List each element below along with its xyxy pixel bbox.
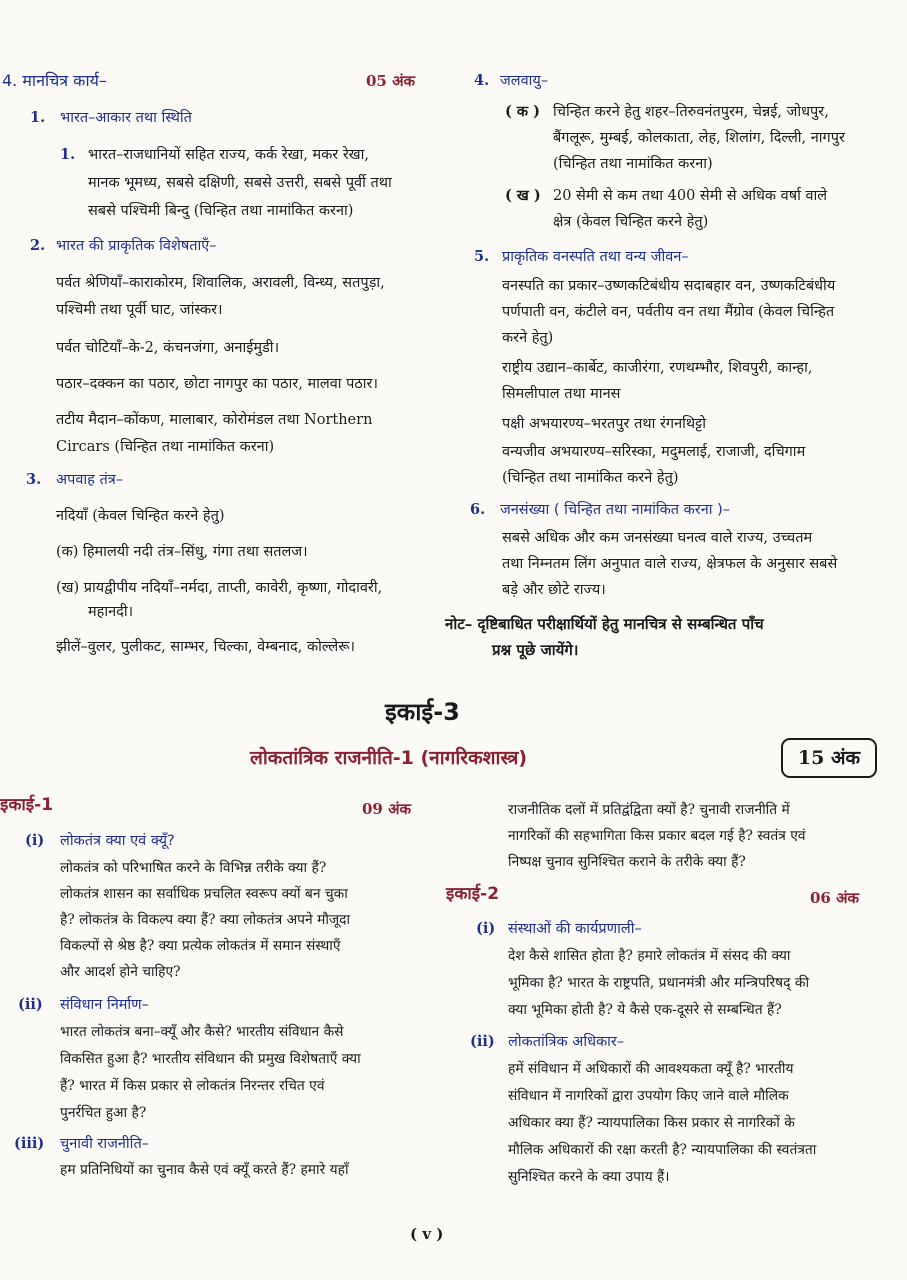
national-parks-line-1: राष्ट्रीय उद्यान–कार्बेट, काजीरंगा, रणथम्भौर, शिवपुरी, कान्हा, [502, 360, 813, 376]
unit-1-iii-title: चुनावी राजनीति– [60, 1136, 149, 1152]
subsection-4-num: 4. [474, 72, 490, 89]
unit-2-ii-line-1: हमें संविधान में अधिकारों की आवश्यकता क्यूँ है? भारतीय [508, 1061, 794, 1077]
lakes: झीलें–वुलर, पुलीकट, साम्भर, चिल्का, वेम्बनाद, कोल्लेरू। [56, 639, 355, 655]
climate-a-line-1: चिन्हित करने हेतु शहर–तिरुवनंतपुरम, चेन्नई, जोधपुर, [553, 104, 829, 120]
climate-a-line-3: (चिन्हित तथा नामांकित करना) [553, 156, 713, 172]
unit-1-title: इकाई-1 [0, 795, 54, 815]
note-line-1: नोट– दृष्टिबाधित परीक्षार्थियों हेतु मानचित्र से सम्बन्धित पाँच [445, 615, 764, 633]
climate-b-label: ( ख ) [505, 187, 541, 204]
unit-1-ii-line-2: विकसित हुआ है? भारतीय संविधान की प्रमुख विशेषताएँ क्या [60, 1051, 361, 1067]
unit-1-iii-line-1: हम प्रतिनिधियों का चुनाव कैसे एवं क्यूँ करते हैं? हमारे यहाँ [60, 1162, 349, 1178]
unit-1-ii-title: संविधान निर्माण– [60, 997, 149, 1013]
note-line-2: प्रश्न पूछे जायेंगे। [492, 641, 579, 659]
rivers-himalayan: (क) हिमालयी नदी तंत्र–सिंधु, गंगा तथा सतलज। [56, 544, 308, 560]
unit-1-iii-num: (iii) [14, 1135, 45, 1152]
section-4-title: 4. मानचित्र कार्य– [2, 71, 107, 90]
unit-2-ii-title: लोकतांत्रिक अधिकार– [508, 1034, 625, 1050]
mountain-ranges-line-1: पर्वत श्रेणियाँ–काराकोरम, शिवालिक, अरावली, विन्ध्य, सतपुड़ा, [56, 275, 385, 291]
unit-3-subtitle: लोकतांत्रिक राजनीति-1 (नागरिकशास्त्र) [250, 747, 528, 769]
unit-1-i-line-4: विकल्पों से श्रेष्ठ है? क्या प्रत्येक लोकतंत्र में समान संस्थाएँ [60, 938, 341, 954]
unit-2-ii-line-5: सुनिश्चित करने के क्या उपाय हैं। [508, 1169, 670, 1185]
unit-2-i-title: संस्थाओं की कार्यप्रणाली– [508, 921, 642, 937]
coastal-plains-line-2: Circars (चिन्हित तथा नामांकित करना) [56, 439, 275, 455]
unit-2-ii-line-3: अधिकार क्या हैं? न्यायपालिका किस प्रकार से नागरिकों के [508, 1115, 795, 1131]
unit-1-ii-num: (ii) [18, 996, 43, 1013]
unit-2-ii-num: (ii) [470, 1033, 495, 1050]
unit-3-title: इकाई-3 [385, 698, 460, 726]
subsection-3-num: 3. [26, 471, 42, 488]
continuation-line-2: नागरिकों की सहभागिता किस प्रकार बदल गई है? स्वतंत्र एवं [508, 828, 806, 844]
vegetation-line-1: वनस्पति का प्रकार–उष्णकटिबंधीय सदाबहार वन, उष्णकटिबंधीय [502, 278, 836, 294]
vegetation-line-3: करने हेतु) [502, 330, 554, 346]
unit-1-i-line-3: है? लोकतंत्र के विकल्प क्या हैं? क्या लोकतंत्र अपने मौजूदा [60, 912, 351, 928]
climate-a-line-2: बैंगलूरू, मुम्बई, कोलकाता, लेह, शिलांग, दिल्ली, नागपुर [553, 130, 845, 146]
rivers-peninsular-line-2: महानदी। [88, 604, 134, 620]
wildlife-sanctuaries-line-1: वन्यजीव अभयारण्य–सरिस्का, मदुमलाई, राजाजी, दचिगाम [502, 444, 806, 460]
population-line-1: सबसे अधिक और कम जनसंख्या घनत्व वाले राज्य, उच्चतम [502, 530, 813, 546]
bird-sanctuaries: पक्षी अभयारण्य–भरतपुर तथा रंगनथिट्टो [502, 416, 706, 432]
unit-1-ii-line-3: हैं? भारत में किस प्रकार से लोकतंत्र निरन्तर रचित एवं [60, 1078, 325, 1094]
unit-1-i-num: (i) [25, 832, 45, 849]
subsection-3-title: अपवाह तंत्र– [56, 472, 123, 488]
unit-1-ii-line-1: भारत लोकतंत्र बना–क्यूँ और कैसे? भारतीय संविधान कैसे [60, 1024, 344, 1040]
unit-1-marks: 09 अंक [362, 800, 412, 818]
rivers-peninsular-line-1: (ख) प्रायद्वीपीय नदियाँ–नर्मदा, ताप्ती, कावेरी, कृष्णा, गोदावरी, [56, 580, 383, 596]
subsection-4-title: जलवायु– [500, 73, 549, 89]
rivers-heading: नदियाँ (केवल चिन्हित करने हेतु) [56, 508, 225, 524]
subsection-1-num: 1. [30, 109, 46, 126]
page-number: ( v ) [410, 1225, 444, 1243]
continuation-line-3: निष्पक्ष चुनाव सुनिश्चित कराने के तरीके क्या हैं? [508, 854, 746, 870]
item-1-line-1: भारत–राजधानियों सहित राज्य, कर्क रेखा, मकर रेखा, [88, 147, 369, 163]
unit-3-marks-box: 15 अंक [781, 738, 877, 778]
section-4-marks: 05 अंक [366, 72, 416, 90]
vegetation-line-2: पर्णपाती वन, कंटीले वन, पर्वतीय वन तथा मैंग्रोव (केवल चिन्हित [502, 304, 835, 320]
population-line-2: तथा निम्नतम लिंग अनुपात वाले राज्य, क्षेत्रफल के अनुसार सबसे [502, 556, 838, 572]
item-1-line-2: मानक भूमध्य, सबसे दक्षिणी, सबसे उत्तरी, सबसे पूर्वी तथा [88, 175, 392, 191]
item-1-num: 1. [60, 146, 76, 163]
climate-b-line-2: क्षेत्र (केवल चिन्हित करने हेतु) [553, 214, 709, 230]
unit-2-marks: 06 अंक [810, 889, 860, 907]
unit-2-i-line-3: क्या भूमिका होती है? ये कैसे एक-दूसरे से सम्बन्धित हैं? [508, 1002, 782, 1018]
climate-b-line-1: 20 सेमी से कम तथा 400 सेमी से अधिक वर्षा वाले [553, 188, 828, 204]
unit-1-i-line-2: लोकतंत्र शासन का सर्वाधिक प्रचलित स्वरूप क्यों बन चुका [60, 886, 348, 902]
unit-2-ii-line-4: मौलिक अधिकारों की रक्षा करती है? न्यायपालिका की स्वतंत्रता [508, 1142, 817, 1158]
subsection-6-title: जनसंख्या ( चिन्हित तथा नामांकित करना )– [500, 502, 731, 518]
unit-2-i-line-1: देश कैसे शासित होता है? हमारे लोकतंत्र में संसद की क्या [508, 948, 791, 964]
unit-1-i-line-1: लोकतंत्र को परिभाषित करने के विभिन्न तरीके क्या हैं? [60, 860, 327, 876]
unit-1-i-title: लोकतंत्र क्या एवं क्यूँ? [60, 833, 175, 849]
unit-2-ii-line-2: संविधान में नागरिकों द्वारा उपयोग किए जाने वाले मौलिक [508, 1088, 789, 1104]
subsection-2-num: 2. [30, 237, 46, 254]
item-1-line-3: सबसे पश्चिमी बिन्दु (चिन्हित तथा नामांकित करना) [88, 203, 354, 219]
mountain-ranges-line-2: पश्चिमी तथा पूर्वी घाट, जांस्कर। [56, 302, 223, 318]
climate-a-label: ( क ) [505, 103, 540, 120]
subsection-6-num: 6. [470, 501, 486, 518]
subsection-1-title: भारत–आकार तथा स्थिति [60, 110, 192, 126]
unit-1-ii-line-4: पुनर्रचित हुआ है? [60, 1105, 147, 1121]
subsection-5-title: प्राकृतिक वनस्पति तथा वन्य जीवन– [502, 249, 689, 265]
unit-2-title: इकाई-2 [446, 884, 500, 904]
coastal-plains-line-1: तटीय मैदान–कोंकण, मालाबार, कोरोमंडल तथा Northern [56, 412, 373, 428]
wildlife-sanctuaries-line-2: (चिन्हित तथा नामांकित करने हेतु) [502, 470, 679, 486]
plateaus: पठार–दक्कन का पठार, छोटा नागपुर का पठार, मालवा पठार। [56, 376, 378, 392]
national-parks-line-2: सिमलीपाल तथा मानस [502, 386, 621, 402]
subsection-2-title: भारत की प्राकृतिक विशेषताएँ– [56, 238, 217, 254]
unit-2-i-line-2: भूमिका है? भारत के राष्ट्रपति, प्रधानमंत्री और मन्त्रिपरिषद् की [508, 975, 810, 991]
population-line-3: बड़े और छोटे राज्य। [502, 582, 606, 598]
unit-2-i-num: (i) [476, 920, 496, 937]
subsection-5-num: 5. [474, 248, 490, 265]
continuation-line-1: राजनीतिक दलों में प्रतिद्वंद्विता क्यों है? चुनावी राजनीति में [508, 802, 790, 818]
unit-1-i-line-5: और आदर्श होने चाहिए? [60, 964, 181, 980]
mountain-peaks: पर्वत चोटियाँ–के-2, कंचनजंगा, अनाईमुडी। [56, 340, 280, 356]
